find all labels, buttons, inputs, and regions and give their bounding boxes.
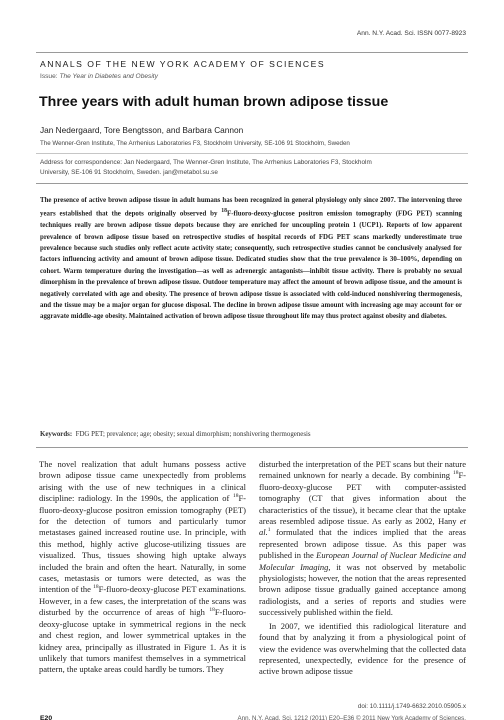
correspondence-line-1: Address for correspondence: Jan Nedergaard, The Wenner-Gren Institute, The Arrhenius Laboratories F3, Stockholm (40, 159, 372, 166)
keywords-label: Keywords: (40, 431, 73, 438)
paper-title: Three years with adult human brown adipose tissue (39, 94, 389, 110)
body-paragraph (259, 459, 466, 619)
author-affiliation: The Wenner-Gren Institute, The Arrhenius Laboratories F3, Stockholm University, SE-106 91 Stockholm, Sweden (40, 140, 350, 147)
isotope-superscript: 18 (452, 470, 459, 477)
body-text: F-fluoro-deoxy-glucose positron emission tomography (PET) for the detection of tumors and particularly tumor metastases gained increased routine use. In principle, with this method, highly active glucose-utilizing tissues are visualized. Thus, tissues showing high uptake always included the brain and often the heart. Naturally, in some cases, metastasis or tumors were detected, as was the intention of the (39, 493, 246, 595)
keywords-text: FDG PET; prevalence; age; obesity; sexual dimorphism; nonshivering thermogenesis (75, 431, 311, 438)
abstract-text-2: F-fluoro-deoxy-glucose positron emission tomography (FDG PET) scanning techniques really are brown adipose tissue depots because they are enriched for uncoupling protein 1 (UCP1). Reports of low apparent prevalence of brown adipose tissue based on retrospective studies of hospital records of FDG PET scans markedly underestimate true prevalence because such studies only reflect acute activity state; consequently, such retrospective studies cannot be conclusively analysed for factors influencing activity and amount of brown adipose tissue. Dedicated studies show that the true prevalence is 30–100%, depending on cohort. Warm temperature during the investigation—as well as adrenergic antagonists—inhibit tissue activity. There is probably no sexual dimorphism in the prevalence of brown adipose tissue. Outdoor temperature may affect the amount of brown adipose tissue, and the amount is negatively correlated with age and obesity. The presence of brown adipose tissue is associated with cold-induced nonshivering thermogenesis, and the tissue may be a major organ for glucose disposal. The decline in brown adipose tissue amount with increasing age may account for or aggravate middle-age obesity. Maintained activation of brown adipose tissue throughout life may thus protect against obesity and diabetes. (40, 210, 463, 321)
abstract (40, 195, 462, 323)
issue-label: Issue: (40, 73, 58, 80)
body-paragraph: In 2007, we identified this radiological literature and found that by analyzing it from a physiological point of view the evidence was overwhelming that the collected data represented, unexpectedly, evidence for the presence of active brown adipose tissue (259, 620, 466, 677)
issue-line (40, 73, 158, 80)
body-text: F-fluoro-deoxy-glucose PET with computer-assisted tomography (CT that gives information about the characteristics of the tissue), it became clear that the uptake areas resembled adipose tissue. As early as 2002, Hany (259, 470, 466, 527)
journal-reference: Ann. N.Y. Acad. Sci. ISSN 0077-8923 (356, 30, 466, 37)
footer-citation: Ann. N.Y. Acad. Sci. 1212 (2011) E20–E36 © 2011 New York Academy of Sciences. (237, 715, 466, 720)
abstract-superscript: 18 (221, 208, 228, 215)
reference-superscript[interactable]: 1 (267, 527, 271, 534)
isotope-superscript: 18 (93, 584, 99, 591)
keywords (40, 431, 311, 438)
body-paragraph (39, 459, 246, 676)
body-text: disturbed the interpretation of the PET scans but their nature remained unknown for nearly a decade. By combining (259, 459, 466, 481)
journal-name: European Journal of Nuclear Medicine and Molecular Imaging (259, 550, 466, 572)
page-number: E20 (40, 715, 53, 720)
abstract-text-1: The presence of active brown adipose tissue in adult humans has been recognized in general physiology only since 2007. The intervening three years established that the depots originally observed by (40, 197, 462, 218)
body-text: , it was not observed by metabolic physiologists; however, the notion that the areas represented brown adipose tissue gradually gained acceptance among radiologists, and a series of reports and studies were successively published within the field. (259, 561, 466, 618)
abstract-top-divider (36, 183, 468, 184)
header-divider (36, 52, 468, 53)
body-text: F-fluoro-deoxy-glucose PET examinations. However, in a few cases, the interpretation of the scans was disturbed by the occurrence of areas of high (39, 584, 246, 618)
body-text: The novel realization that adult humans possess active brown adipose tissue came unexpectedly from problems arising with the use of new techniques in a clinical discipline: radiology. In the 1990s, the application of (39, 459, 246, 504)
body-text: formulated that the indices implied that the areas represented brown adipose tissue. As this paper was published in the (259, 527, 466, 561)
et-al: et al. (259, 516, 466, 538)
doi[interactable]: doi: 10.1111/j.1749-6632.2010.05905.x (357, 703, 466, 710)
body-column-right (259, 459, 466, 678)
author-list: Jan Nedergaard, Tore Bengtsson, and Barbara Cannon (40, 125, 244, 135)
correspondence-line-2: University, SE-106 91 Stockholm, Sweden. jan@metabol.su.se (40, 169, 218, 176)
affiliation-divider (36, 153, 468, 154)
isotope-superscript: 18 (232, 493, 239, 500)
correspondence-address (40, 158, 460, 178)
body-column-left (39, 459, 246, 676)
isotope-superscript: 18 (209, 607, 215, 614)
keywords-divider (36, 447, 468, 448)
journal-series-title: ANNALS OF THE NEW YORK ACADEMY OF SCIENCES (40, 59, 326, 69)
issue-topic: The Year in Diabetes and Obesity (59, 73, 158, 80)
body-text: F-fluoro-deoxy-glucose uptake in symmetrical regions in the neck and chest region, and lower symmetrical uptakes in the kidney area, principally as illustrated in Figure 1. As it is unlikely that tumors manifest themselves in a symmetrical pattern, the uptake areas could hardly be tumors. They (39, 607, 246, 675)
